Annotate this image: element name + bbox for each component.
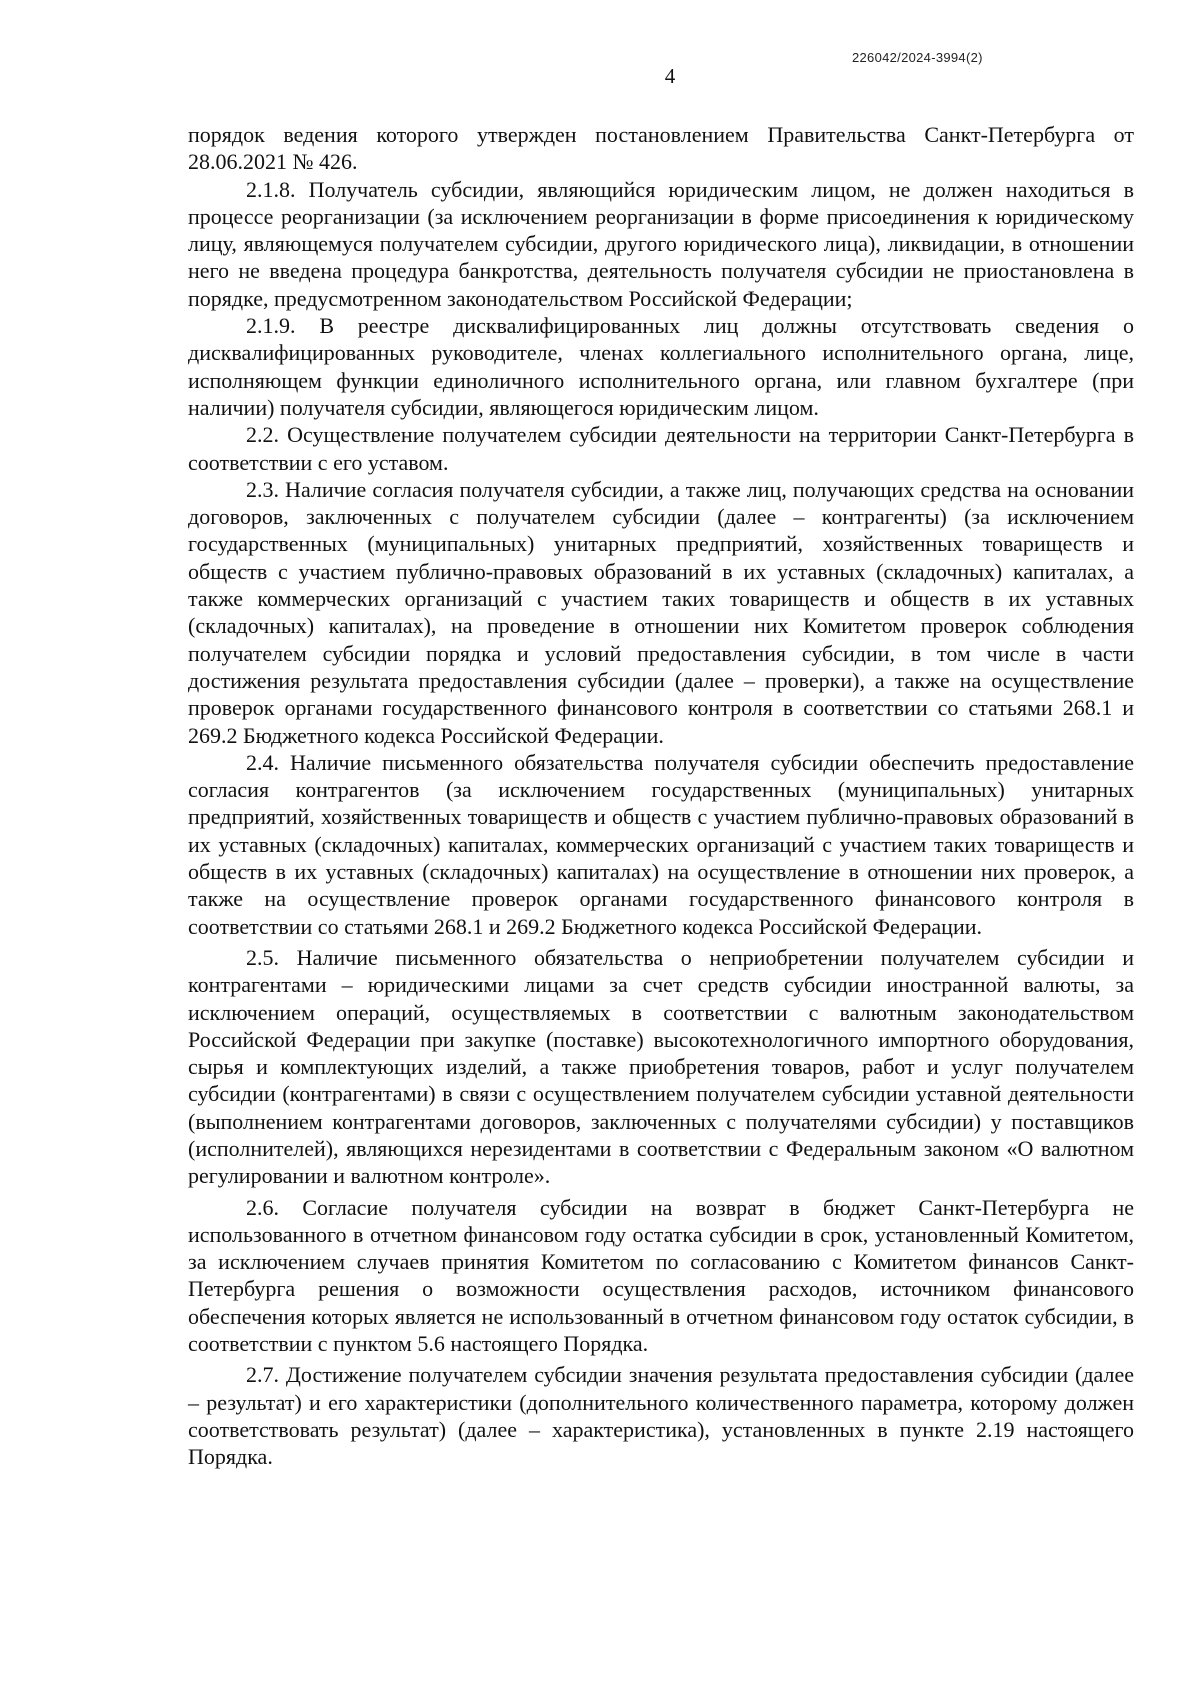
document-body (188, 121, 1134, 1471)
paragraph-2-6: 2.6. Согласие получателя субсидии на возврат в бюджет Санкт-Петербурга не использованного в отчетном финансовом году остатка субсидии в срок, установленный Комитетом, за исключением случаев принятия Комитетом по согласованию с Комитетом финансов Санкт-Петербурга решения о возможности осуществления расходов, источником финансового обеспечения которых является не использованный в отчетном финансовом году остаток субсидии, в соответствии с пунктом 5.6 настоящего Порядка. (188, 1194, 1134, 1357)
paragraph-2-1-9: 2.1.9. В реестре дисквалифицированных лиц должны отсутствовать сведения о дисквалифицированных руководителе, членах коллегиального исполнительного органа, лице, исполняющем функции единоличного исполнительного органа, или главном бухгалтере (при наличии) получателя субсидии, являющегося юридическим лицом. (188, 313, 1134, 420)
paragraph-2-3: 2.3. Наличие согласия получателя субсидии, а также лиц, получающих средства на основании договоров, заключенных с получателем субсидии (далее – контрагенты) (за исключением государственных (муниципальных) унитарных предприятий, хозяйственных товариществ и обществ с участием публично-правовых образований в их уставных (складочных) капиталах, а также коммерческих организаций с участием таких товариществ и обществ в их уставных (складочных) капиталах), на проведение в отношении них Комитетом проверок соблюдения получателем субсидии порядка и условий предоставления субсидии, в том числе в части достижения результата предоставления субсидии (далее – проверки), а также на осуществление проверок органами государственного финансового контроля в соответствии со статьями 268.1 и 269.2 Бюджетного кодекса Российской Федерации. (188, 476, 1134, 748)
paragraph-2-5: 2.5. Наличие письменного обязательства о неприобретении получателем субсидии и контрагентами – юридическими лицами за счет средств субсидии иностранной валюты, за исключением операций, осуществляемых в соответствии с валютным законодательством Российской Федерации при закупке (поставке) высокотехнологичного импортного оборудования, сырья и комплектующих изделий, а также приобретения товаров, работ и услуг получателем субсидии (контрагентами) в связи с осуществлением получателем субсидии уставной деятельности (выполнением контрагентами договоров, заключенных с получателями субсидии) у поставщиков (исполнителей), являющихся нерезидентами в соответствии с Федеральным законом «О валютном регулировании и валютном контроле». (188, 944, 1134, 1189)
paragraph-2-2: 2.2. Осуществление получателем субсидии деятельности на территории Санкт-Петербурга в соответствии с его уставом. (188, 422, 1134, 475)
paragraph-continuation: порядок ведения которого утвержден постановлением Правительства Санкт-Петербурга от 28.06.2021 № 426. (188, 122, 1134, 175)
paragraph-2-4: 2.4. Наличие письменного обязательства получателя субсидии обеспечить предоставление согласия контрагентов (за исключением государственных (муниципальных) унитарных предприятий, хозяйственных товариществ и обществ с участием публично-правовых образований в их уставных (складочных) капиталах, коммерческих организаций с участием таких товариществ и обществ в их уставных (складочных) капиталах) на осуществление в отношении них проверок, а также на осуществление проверок органами государственного финансового контроля в соответствии со статьями 268.1 и 269.2 Бюджетного кодекса Российской Федерации. (188, 749, 1134, 939)
paragraph-2-1-8: 2.1.8. Получатель субсидии, являющийся юридическим лицом, не должен находиться в процессе реорганизации (за исключением реорганизации в форме присоединения к юридическому лицу, являющемуся получателем субсидии, другого юридического лица), ликвидации, в отношении него не введена процедура банкротства, деятельность получателя субсидии не приостановлена в порядке, предусмотренном законодательством Российской Федерации; (188, 176, 1134, 311)
paragraph-2-7: 2.7. Достижение получателем субсидии значения результата предоставления субсидии (далее – результат) и его характеристики (дополнительного количественного параметра, которому должен соответствовать результат) (далее – характеристика), установленных в пункте 2.19 настоящего Порядка. (188, 1362, 1134, 1470)
page-number: 4 (664, 64, 676, 88)
document-number: 226042/2024-3994(2) (852, 50, 983, 65)
